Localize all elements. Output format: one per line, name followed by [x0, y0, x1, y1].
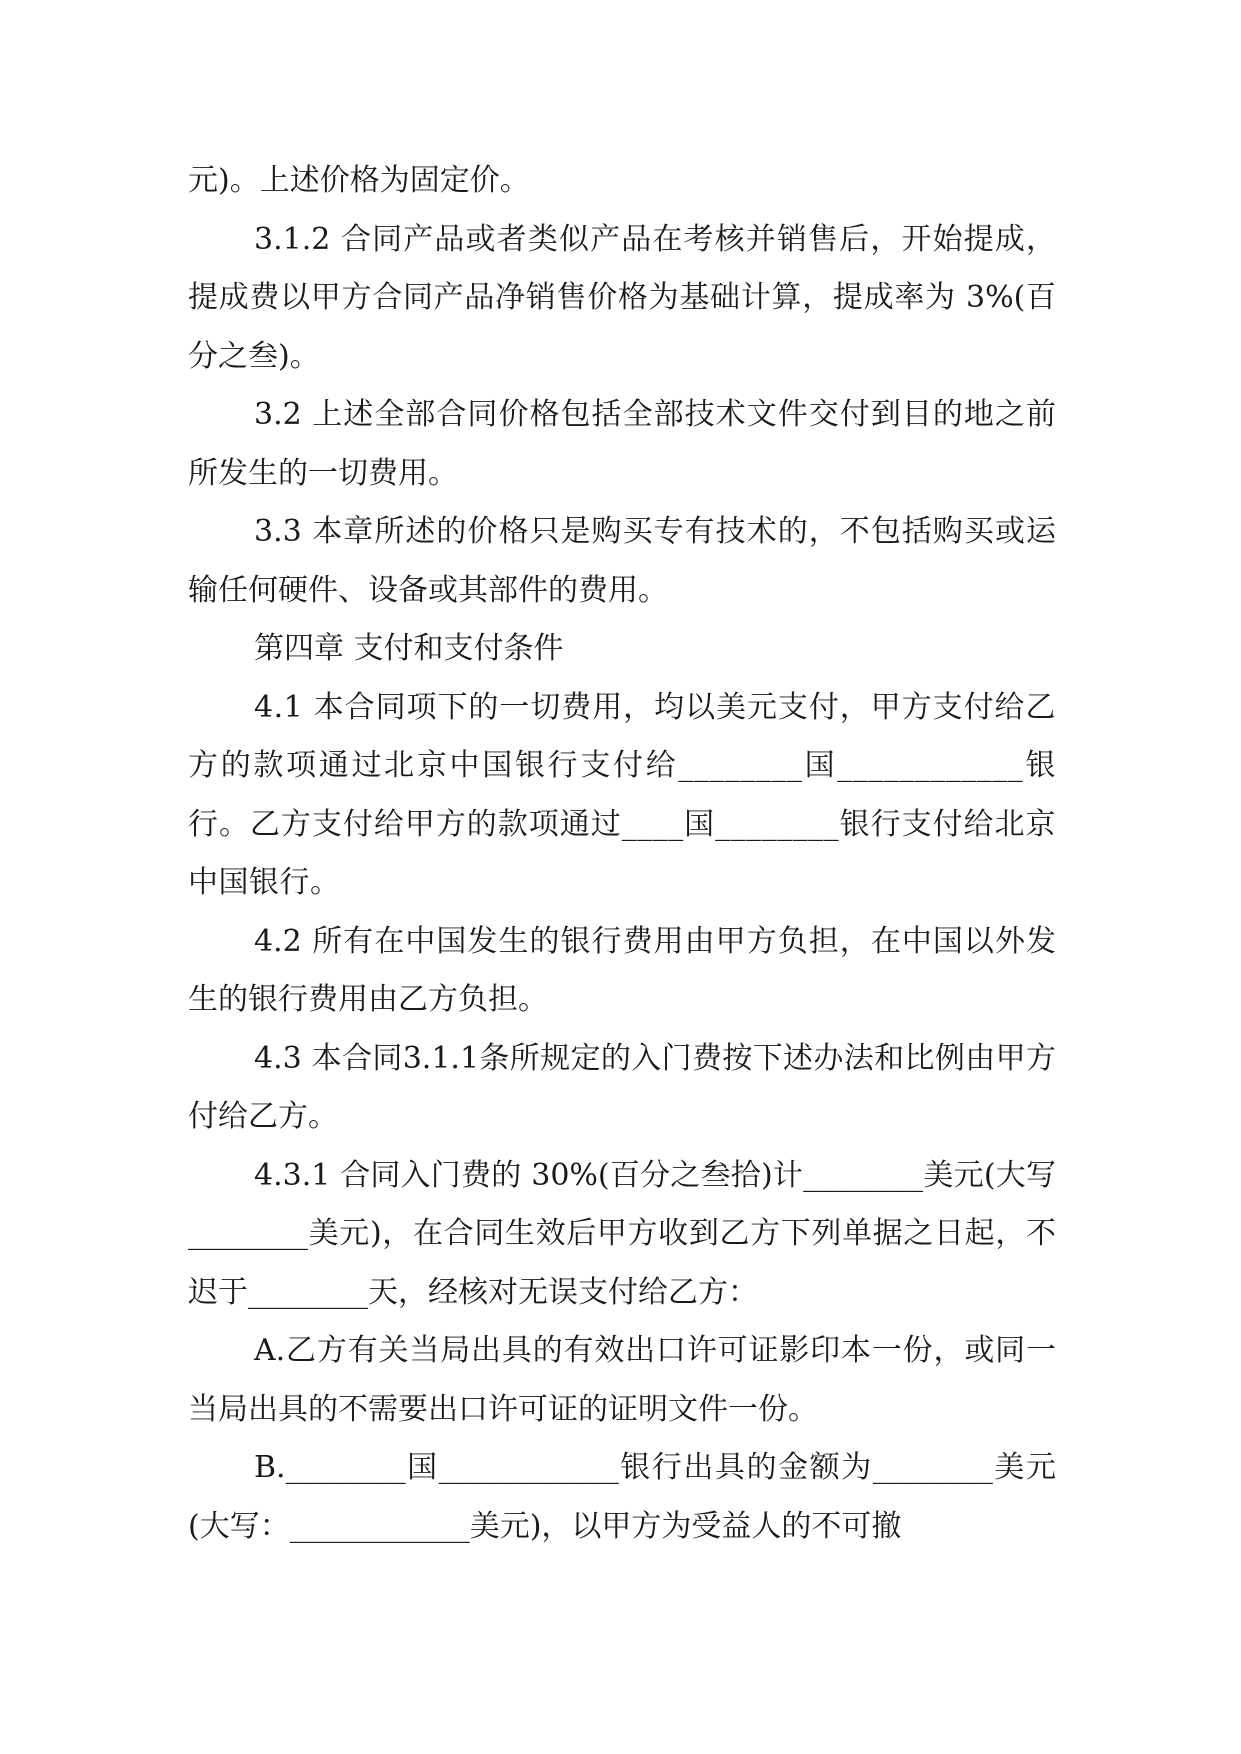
paragraph-3-3: 3.3 本章所述的价格只是购买专有技术的，不包括购买或运输任何硬件、设备或其部件的费用。 — [188, 514, 1056, 608]
paragraph-4-3: 4.3 本合同3.1.1条所规定的入门费按下述办法和比例由甲方付给乙方。 — [188, 1040, 1056, 1134]
paragraph-item-b: B.________国____________银行出具的金额为________美元(大写：____________美元)，以甲方为受益人的不可撤 — [188, 1450, 1056, 1544]
paragraph-price-fixed: 元)。上述价格为固定价。 — [188, 163, 530, 198]
paragraph-4-1: 4.1 本合同项下的一切费用，均以美元支付，甲方支付给乙方的款项通过北京中国银行支付给________国____________银行。乙方支付给甲方的款项通过____国________银行支付给北京中国银行。 — [188, 689, 1056, 900]
paragraph-item-a: A.乙方有关当局出具的有效出口许可证影印本一份，或同一当局出具的不需要出口许可证的证明文件一份。 — [188, 1333, 1056, 1427]
paragraph-3-2: 3.2 上述全部合同价格包括全部技术文件交付到目的地之前所发生的一切费用。 — [188, 397, 1056, 491]
paragraph-3-1-2: 3.1.2 合同产品或者类似产品在考核并销售后，开始提成，提成费以甲方合同产品净销售价格为基础计算，提成率为 3%(百分之叁)。 — [188, 221, 1056, 374]
paragraph-4-3-1: 4.3.1 合同入门费的 30%(百分之叁拾)计________美元(大写________美元)，在合同生效后甲方收到乙方下列单据之日起，不迟于________天，经核对无误支付给乙方： — [188, 1157, 1056, 1310]
paragraph-4-2: 4.2 所有在中国发生的银行费用由甲方负担，在中国以外发生的银行费用由乙方负担。 — [188, 923, 1056, 1017]
document-body — [188, 152, 1056, 1556]
chapter-4-heading: 第四章 支付和支付条件 — [254, 631, 564, 666]
